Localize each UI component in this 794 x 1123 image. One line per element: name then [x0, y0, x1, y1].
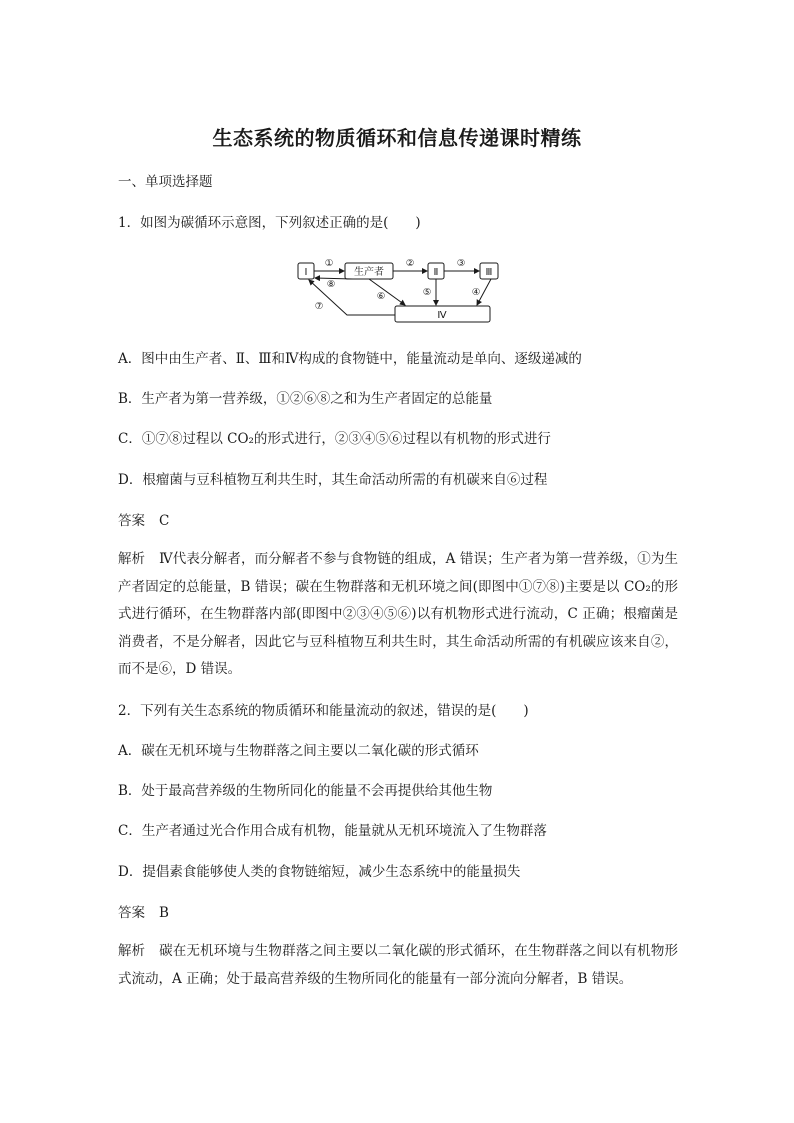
q1-stem: 1．如图为碳循环示意图，下列叙述正确的是( )	[118, 215, 421, 231]
label-6: ⑥	[376, 291, 386, 302]
page-title: 生态系统的物质循环和信息传递课时精练	[212, 126, 582, 150]
label-2: ②	[405, 258, 415, 269]
q2-analysis	[118, 938, 678, 993]
q1-analysis	[118, 546, 678, 684]
box-producer-label: 生产者	[354, 267, 384, 278]
q2-option-c: C．生产者通过光合作用合成有机物，能量就从无机环境流入了生物群落	[118, 823, 547, 839]
q1-answer	[118, 510, 678, 532]
label-5: ⑤	[422, 287, 432, 298]
arrow-6	[369, 279, 405, 305]
q1-option-b: B．生产者为第一营养级，①②⑥⑧之和为生产者固定的总能量	[118, 391, 493, 407]
q2-option-b: B．处于最高营养级的生物所同化的能量不会再提供给其他生物	[118, 783, 493, 799]
q1-analysis-text: Ⅳ代表分解者，而分解者不参与食物链的组成，A 错误；生产者为第一营养级，①为生产者固定的总能量，B 错误；碳在生物群落和无机环境之间(即图中①⑦⑧)主要是以 CO₂的形式进行循环，在生物群落内部(即图中②③④⑤⑥)以有机物形式进行流动，C 正确；根瘤菌是消费者，不是分解者，因此它与豆科植物互利共生时，其生命活动所需的有机碳应该来自②，而不是⑥，D 错误。	[118, 551, 678, 677]
q1-answer-label: 答案	[118, 513, 145, 529]
q1-option-c: C．①⑦⑧过程以 CO₂的形式进行，②③④⑤⑥过程以有机物的形式进行	[118, 431, 551, 447]
q2-option-d: D．提倡素食能够使人类的食物链缩短，减少生态系统中的能量损失	[118, 864, 521, 880]
q2-analysis-text: 碳在无机环境与生物群落之间主要以二氧化碳的形式循环，在生物群落之间以有机物形式流动，A 正确；处于最高营养级的生物所同化的能量有一部分流向分解者，B 错误。	[118, 943, 678, 987]
q2-answer-value: B	[159, 905, 169, 921]
q1-answer-value: C	[159, 513, 170, 529]
q2-stem: 2．下列有关生态系统的物质循环和能量流动的叙述，错误的是( )	[118, 703, 529, 719]
label-1: ①	[324, 258, 334, 269]
q1-option-d: D．根瘤菌与豆科植物互利共生时，其生命活动所需的有机碳来自⑥过程	[118, 472, 548, 488]
q1-analysis-label: 解析	[118, 551, 145, 567]
q2-option-a: A．碳在无机环境与生物群落之间主要以二氧化碳的形式循环	[118, 743, 479, 759]
label-8: ⑧	[326, 279, 336, 290]
q2-answer	[118, 902, 678, 924]
box-IV-label: Ⅳ	[437, 310, 447, 321]
q2-answer-label: 答案	[118, 905, 145, 921]
label-4: ④	[471, 287, 481, 298]
q2-analysis-label: 解析	[118, 943, 145, 959]
section-heading: 一、单项选择题	[118, 174, 213, 190]
box-II-label: Ⅱ	[433, 267, 439, 278]
q1-option-a: A．图中由生产者、Ⅱ、Ⅲ和Ⅳ构成的食物链中，能量流动是单向、逐级递减的	[118, 351, 582, 367]
box-III-label: Ⅲ	[485, 267, 493, 278]
carbon-cycle-diagram	[295, 255, 505, 325]
box-I-label: Ⅰ	[304, 267, 308, 278]
label-7: ⑦	[314, 301, 324, 312]
label-3: ③	[456, 258, 466, 269]
